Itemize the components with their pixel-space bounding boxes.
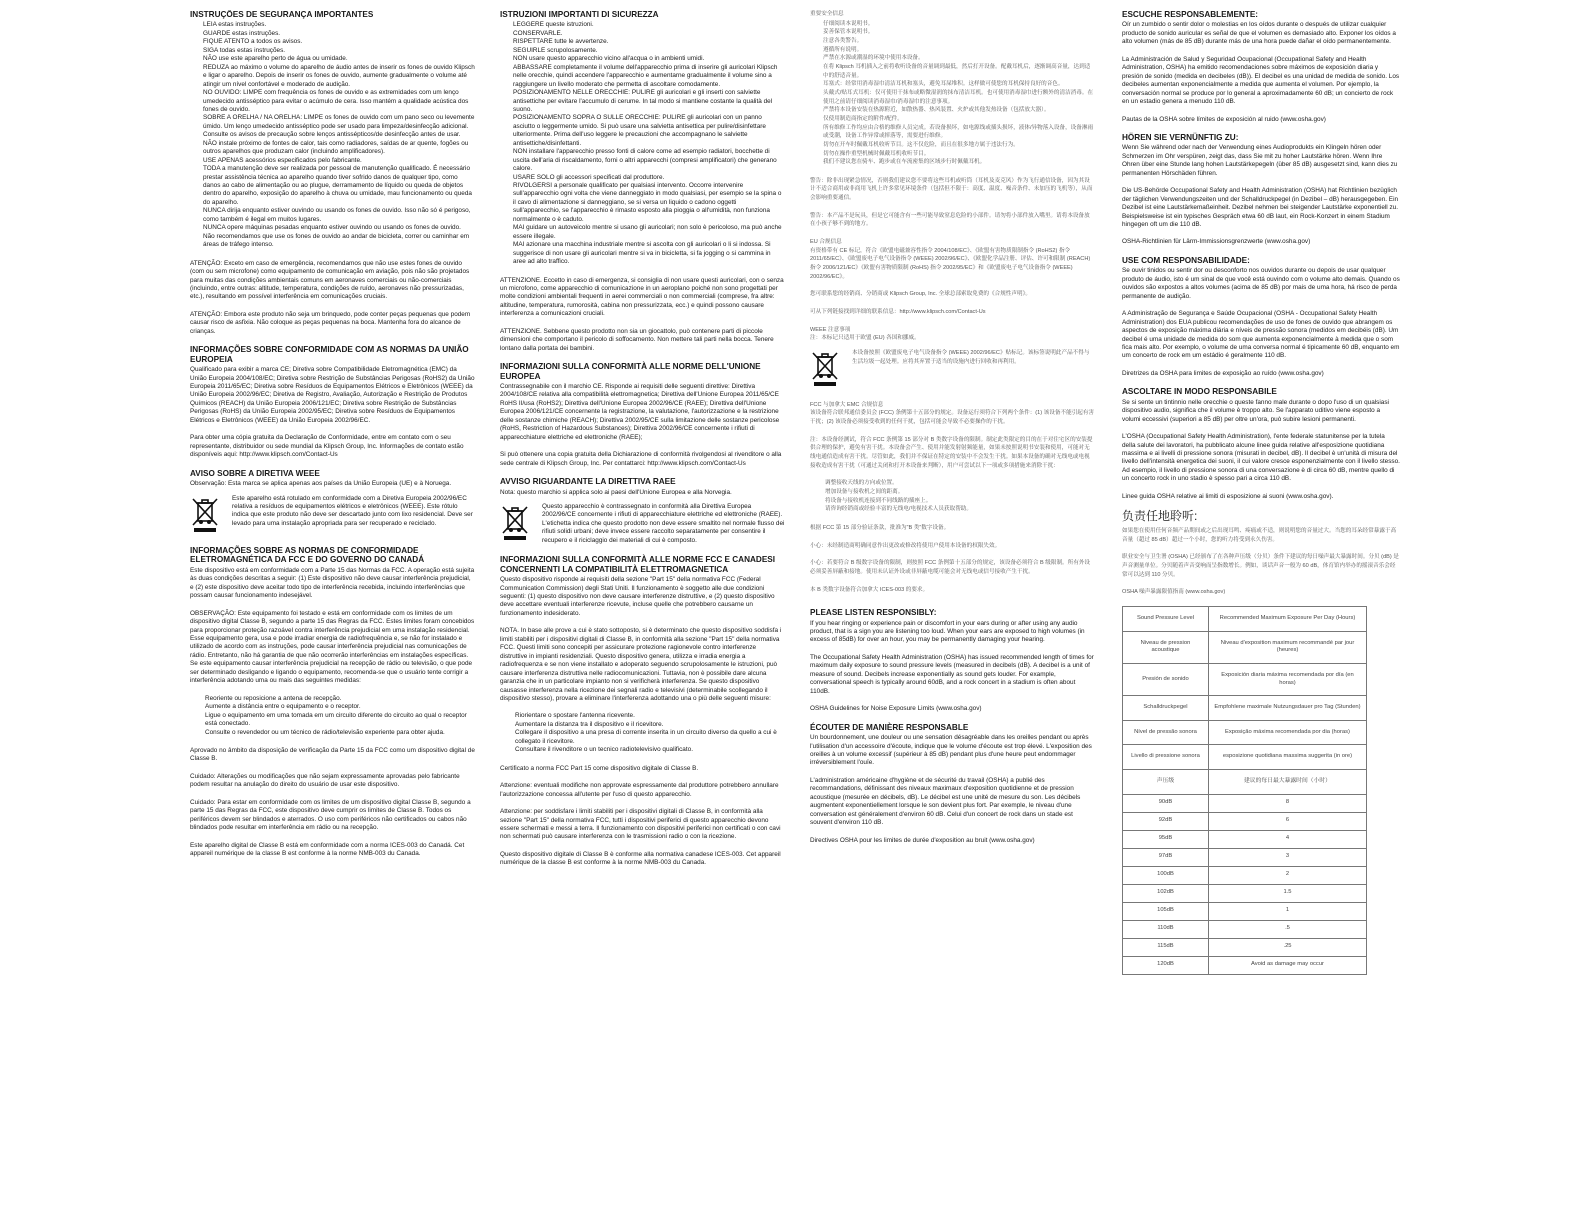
zh-safety-title: 重要安全信息: [810, 11, 844, 17]
list-item: POSIZIONAMENTO NELLE ORECCHIE: PULIRE gli auricolari e gli inserti con salviette antisettiche per evitare l'accumulo di cerume. In tal modo si mantiene costante la qualità del suono.: [513, 89, 773, 113]
fr-p1: Un bourdonnement, une douleur ou une sensation désagréable dans les oreilles pendant ou après l'utilisation d'un accessoire d'écoute, indique que le volume d'écoute est trop élevé. L'exposition des oreilles à un volume excessif (supérieur à 85 dB) pendant plus d'une heure peut endommager irréversiblement l'ouïe.: [810, 734, 1092, 767]
table-cell: 8: [1208, 794, 1366, 812]
table-row: [1123, 902, 1367, 920]
column-chinese-english-french: [810, 10, 1095, 1210]
zh-fcc-text: 该设备符合联邦通信委员会 (FCC) 条例第十五部分的规定。设备运行须符合下列两个条件：(1) 该设备不能引起有害干扰；(2) 该设备必须接受收到的任何干扰，包括可能会导致不必要操作的干扰。: [810, 410, 1095, 425]
list-item: USE APENAS acessórios especificados pelo fabricante.: [203, 156, 362, 164]
pt-eu-title: INFORMAÇÕES SOBRE CONFORMIDADE COM AS NORMAS DA UNIÃO EUROPEIA: [190, 345, 469, 364]
list-item: POSIZIONAMENTO SOPRA O SULLE ORECCHIE: PULIRE gli auricolari con un panno asciutto o leggermente umido. Si può usare una salvietta antisettica per pulire/disinfettare ulteriormente. Prima dell'uso leggere le precauzioni che accompagnano le salviette antisettiche/disinfettanti.: [513, 114, 766, 147]
zh-weee-note: 注：本标记只适用于欧盟 (EU) 各国和挪威。: [810, 335, 920, 342]
table-cell: Livello di pressione sonora: [1123, 745, 1209, 770]
list-item: 头戴式/贴耳式耳机：仅可使用干抹布或略微湿润的抹布清洁耳机。也可使用消毒湿巾进行额外的清洁消毒。在使用之前请仔细阅读消毒湿巾/消毒湿巾的注意事项。: [823, 89, 1094, 105]
it-weee-block: [500, 503, 785, 545]
pt-fcc-text: Este dispositivo está em conformidade com a Parte 15 das Normas da FCC. A operação está sujeita às duas condições descritas a seguir: (1) Este dispositivo não deve causar interferência prejudicial, e (2) este dispositivo deve aceitar todo tipo de interferência recebida, incluindo interferências que possam causar funcionamento indesejável.: [190, 566, 475, 600]
it-eu-text: Contrassegnabile con il marchio CE. Risponde ai requisiti delle seguenti direttive: Direttiva 2004/108/CE relativa alla compatibilità elettromagnetica; Direttiva dell'Unione Europea 2011/65/CE RoHS II/usa (RoHS2); Direttiva dell'Unione Europea 2002/96/CE (RAEE); Direttiva dell'Unione Europea 2006/121/CE concernente la registrazione, la valutazione, l'autorizzazione e la restrizione delle sostanze chimiche (REACH); Direttiva 2002/95/CE sulla limitazione delle sostanze pericolose (RoHS, Restriction of Hazardous Substances); Direttiva 2002/96/CE concernente i rifiuti di apparecchiature elettriche ed elettroniche (RAEE);: [500, 383, 780, 441]
weee-bin-icon: [500, 503, 534, 544]
it-attenzione-3: Attenzione: eventuali modifiche non approvate espressamente dal produttore potrebbero annullare l'autorizzazione concessa all'utente per l'uso di questo apparecchio.: [500, 782, 779, 798]
pt-atencao-2: ATENÇÃO: Embora este produto não seja um brinquedo, pode conter peças pequenas que podem causar risco de asfixia. Não coloque as peças pequenas na boca. Mantenha fora do alcance de crianças.: [190, 310, 471, 335]
zh-weee-text: 本设备按照《欧盟废电子电气设备指令 (WEEE) 2002/96/EC》贴标记。该标签说明此产品不得与生活垃圾一起处理。应将其弃置于适当的设施内进行回收和再利用。: [852, 350, 1090, 365]
table-cell: 95dB: [1123, 830, 1209, 848]
list-item: Aumente a distância entre o equipamento e o receptor.: [205, 703, 361, 711]
list-item: SIGA todas estas instruções.: [203, 46, 286, 54]
table-cell: 120dB: [1123, 956, 1209, 974]
zh-contact: 可从下列链接找到详细的联系信息：http://www.klipsch.com/Contact-Us: [810, 309, 986, 316]
list-item: 严禁将本设备安装在热源附近，如散热器、热风装置、火炉或其他发热设备（包括放大器）。: [823, 107, 1050, 114]
list-item: FIQUE ATENTO a todos os avisos.: [203, 38, 303, 46]
it-eu-copy: Si può ottenere una copia gratuita della Dichiarazione di conformità rivolgendosi al rivenditore o alla sede centrale di Klipsch Group, Inc. Per contattarci: http://www.klipsch.com/Contact-Us: [500, 451, 782, 467]
exposure-table-body: [1123, 607, 1367, 975]
pt-aprovado: Aprovado no âmbito da disposição de verificação da Parte 15 da FCC como um dispositivo digital de Classe B.: [190, 746, 475, 763]
table-cell: Schalldruckpegel: [1123, 696, 1209, 721]
es-p1: Oír un zumbido o sentir dolor o molestias en los oídos durante o después de utilizar cualquier producto de sonido auricular es señal de que el volumen es demasiado alto. Exponer los oídos a alto volumen (más de 85 dB) durante más de una hora puede dañar el oído permanentemente.: [1122, 21, 1396, 46]
it-weee-note: Nota: questo marchio si applica solo ai paesi dell'Unione Europea e alla Norvegia.: [500, 488, 732, 496]
it-nota-text: NOTA. In base alle prove a cui è stato sottoposto, si è determinato che questo dispositivo soddisfa i limiti stabiliti per i dispositivi digitali di Classe B, in conformità alla sezione "Part 15" della normativa FCC. Questi limiti sono concepiti per assicurare protezione ragionevole contro interferenze distruttive in impianti residenziali. Questo dispositivo genera, utilizza e irradia energia a radiofrequenza e se non viene installato e adoperato seguendo scrupolosamente le istruzioni, può causare interferenza distruttiva nelle radiocomunicazioni. Tuttavia, non è possibile dare alcuna garanzia che in un particolare impianto non si verificherà interferenza. Se questo dispositivo causasse interferenza nella ricezione dei segnali radio e televisivi (determinabile scollegando il dispositivo stesso), provare a eliminare l'interferenza adottando una o più delle seguenti misure:: [500, 627, 782, 702]
es-p2: La Administración de Salud y Seguridad Ocupacional (Occupational Safety and Health Administration, OSHA) ha emitido recomendaciones sobre máximos de exposición diaria y presión de sonido (medida en decibeles (dB)). El decibel es una unidad de medida de sonido. Los decibeles aumentan exponencialmente a medida que aumenta el volumen. Por ejemplo, la conversación normal se produce por lo general a aproximadamente 60 dB; un concierto de rock en un estadio genera a menudo 110 dB.: [1122, 55, 1400, 106]
pt-cuidado-1: Cuidado: Alterações ou modificações que não sejam expressamente aprovadas pelo fabricante podem resultar na anulação do direito do usuário de usar este dispositivo.: [190, 772, 460, 789]
it-attenzione-2: ATTENZIONE. Sebbene questo prodotto non sia un giocattolo, può contenere parti di piccole dimensioni che comportano il pericolo di soffocamento. Non mettere tali parti nella bocca. Tenere lontano dalla portata dei bambini.: [500, 327, 774, 352]
zh-warn-2: 警告：本产品不是玩具，但是它可能含有一些可能导致窒息危险的小部件。请勿将小部件放入嘴里。请将本设备放在小孩子够不到的地方。: [810, 212, 1090, 228]
it-fcc-text: Questo dispositivo risponde ai requisiti della sezione "Part 15" della normativa FCC (Federal Communication Commission) degli Stati Uniti. Il funzionamento è soggetto alle due condizioni seguenti: (1) questo dispositivo non deve causare interferenze distruttive, e (2) questo dispositivo deve accettare eventuali interferenze ricevute, incluse quelle che potrebbero causarne un funzionamento indesiderato.: [500, 576, 775, 617]
fr-title: ÉCOUTER DE MANIÈRE RESPONSABLE: [810, 722, 969, 732]
it-safety-list: [500, 21, 785, 266]
list-item: NÃO instale próximo de fontes de calor, tais como radiadores, saídas de ar quente, fogões ou outros aparelhos que produzam calor (incluindo amplificadores).: [203, 139, 469, 156]
table-cell: 105dB: [1123, 902, 1209, 920]
table-row: [1123, 770, 1367, 795]
list-item: Consultare il rivenditore o un tecnico radiotelevisivo qualificato.: [515, 746, 693, 754]
table-cell: Recommended Maximum Exposure Per Day (Hours): [1208, 607, 1366, 632]
itl-p3: Linee guida OSHA relative ai limiti di esposizione ai suoni (www.osha.gov).: [1122, 492, 1334, 500]
list-item: USARE SOLO gli accessori specificati dal produttore.: [513, 173, 665, 181]
list-item: RIVOLGERSI a personale qualificato per qualsiasi intervento. Occorre intervenire sull'apparecchio ogni volta che viene danneggiato in modo qualsiasi, per esempio se la spina o il cavo di alimentazione si danneggiano, se si versa un liquido o cadono oggetti sull'apparecchio, se l'apparecchio è rimasto esposto alla pioggia o all'umidità, non funziona normalmente o è caduto.: [513, 182, 782, 223]
pt-weee-block: [190, 495, 475, 536]
itl-p2: L'OSHA (Occupational Safety Health Administration), l'ente federale statunitense per la tutela della salute dei lavoratori, ha pubblicato alcune linee guida relative all'esposizione quotidiana massima e ai livelli di pressione sonora (misurati in decibel, dB). Il decibel è un'unità di misura del livello dell'intensità energetica dei suoni, il cui valore cresce esponenzialmente con il livello stesso. Ad esempio, il livello di pressione sonora di una conversazione è di circa 60 dB, mentre quello di un concerto rock in uno stadio è spesso pari a circa 110 dB.: [1122, 433, 1400, 483]
list-item: NÃO use este aparelho perto de água ou umidade.: [203, 55, 348, 63]
list-item: 增加设备与接收机之间的距离。: [825, 488, 904, 495]
pt-cuidado-2: Cuidado: Para estar em conformidade com os limites de um dispositivo digital Classe B, segundo a parte 15 das Regras da FCC, este dispositivo deve cumprir os limites de Classe B. Todos os periféricos devem ser blindados e aterrados. O uso com periféricos não certificados ou cabos não blindados pode resultar em interferência em rádio ou na recepção.: [190, 798, 471, 832]
column-listen-responsibly: [1122, 10, 1400, 1210]
table-cell: 6: [1208, 812, 1366, 830]
list-item: 将设备与接收机连接到不同线路的插座上。: [825, 497, 932, 504]
it-eu-title: INFORMAZIONI SULLA CONFORMITÀ ALLE NORME DELL'UNIONE EUROPEA: [500, 362, 761, 381]
zh-fcc-title: FCC 与加拿大 EMC 合规信息: [810, 401, 884, 408]
list-item: NUNCA opere máquinas pesadas enquanto estiver ouvindo ou usando os fones de ouvido.: [203, 224, 461, 232]
table-row: [1123, 696, 1367, 721]
it-safety-title: ISTRUZIONI IMPORTANTI DI SICUREZZA: [500, 10, 659, 19]
list-item: 所有维修工作均应由合格的维修人员完成。若设备损坏，如电源线或插头损坏，液体/异物落入设备，设备淋雨或受潮，设备工作异常或摔落等，需要进行维修。: [823, 124, 1094, 140]
table-row: [1123, 830, 1367, 848]
zhl-section: [1122, 527, 1400, 597]
table-cell: 97dB: [1123, 848, 1209, 866]
list-item: NO OUVIDO: LIMPE com frequência os fones de ouvido e as extremidades com um lenço umedecido antisséptico para evitar o acúmulo de cera. Isso mantém a qualidade acústica dos fones de ouvido.: [203, 89, 469, 113]
zh-note-text: 注：本设备经测试，符合 FCC 条例第 15 部分对 B 类数字设备的限制。制定此类限定的目的在于对住宅区的安装提供合理的保护，避免有害干扰。本设备会产生、使用并能发射射频能量，如果未按照说明书安装和使用，可能对无线电通信造成有害干扰。尽管如此，我们并不保证在特定的安装中不会发生干扰。如果本设备的确对无线电或电视接收造成有害干扰（可通过关闭和打开本设备来判断），用户可尝试以下一项或多项措施来消除干扰：: [810, 436, 1093, 469]
list-item: 仅使用制造商指定的附件/配件。: [823, 115, 903, 122]
de-p2: Die US-Behörde Occupational Safety and Health Administration (OSHA) hat Richtlinien bezüglich der täglichen Verwendungszeiten und der Schalldruckpegel (in Dezibel – dB) herausgegeben. Ein Dezibel ist eine Lautstärkemaßeinheit. Dezibel nehmen bei steigender Lautstärke exponentiell zu. Beispielsweise ist ein typisches Gespräch etwa 60 dB laut, ein Rock-Konzert in einem Stadium hingegen oft um die 110 dB.: [1122, 187, 1399, 228]
weee-bin-icon: [190, 495, 224, 536]
it-attenzione-1: ATTENZIONE. Eccetto in caso di emergenza, si consiglia di non usare questi auricolari, con o senza un microfono, come apparecchio di comunicazione in un aeroplano poiché non sono progettati per molte condizioni ambientali frequenti in aerei commerciali o non commerciali (comprese, fra altre: altitudine, temperatura, rumorosità, cabina non pressurizzata, ecc.) e quindi possono causare interferenza a comunicazioni cruciali.: [500, 276, 784, 318]
pt-safety-title: INSTRUÇÕES DE SEGURANÇA IMPORTANTES: [190, 10, 374, 19]
list-item: Reoriente ou reposicione a antena de recepção.: [205, 694, 342, 702]
table-cell: Nível de pressão sonora: [1123, 720, 1209, 745]
it-weee-text: Questo apparecchio è contrassegnato in conformità alla Direttiva Europea 2002/96/CE concernente i rifiuti di apparecchiature elettriche ed elettroniche (RAEE). L'etichetta indica che questo prodotto non deve essere smaltito nel normale flusso dei rifiuti solidi urbani; deve invece essere raccolto separatamente per consentire il recupero e il riciclaggio dei materiali di cui è composto.: [542, 502, 785, 544]
table-row: [1123, 920, 1367, 938]
list-item: 遵循所有说明。: [823, 46, 863, 53]
list-item: Riorientare o spostare l'antenna ricevente.: [515, 712, 635, 720]
table-cell: Empfohlene maximale Nutzungsdauer pro Tag (Stunden): [1208, 696, 1366, 721]
table-row: [1123, 794, 1367, 812]
table-row: [1123, 631, 1367, 663]
zhl-p1: 如果您在使用任何音频产品期间或之后出现耳鸣、疼痛或不适，则说明您的音量过大。当您的耳朵经常暴露于高音量（超过 85 dB）超过一个小时，您的听力将受到永久伤害。: [1122, 528, 1397, 543]
list-item: NON usare questo apparecchio vicino all'acqua o in ambienti umidi.: [513, 55, 705, 63]
table-row: [1123, 812, 1367, 830]
table-cell: 100dB: [1123, 866, 1209, 884]
list-item: 切勿在开车时佩戴耳机收听节目。这不仅危险，而且在很多地方属于违法行为。: [823, 141, 1019, 148]
it-certificato: Certificato a norma FCC Part 15 come dispositivo digitale di Classe B.: [500, 764, 699, 772]
ptl-p1: Se ouvir tinidos ou sentir dor ou desconforto nos ouvidos durante ou depois de usar qualquer produto de áudio, isto é um sinal de que você está ouvindo com o volume alto demais. Quando os ouvidos são expostos a altos volumes (acima de 85 dB) por mais de uma hora, há risco de perda permanente de audição.: [1122, 267, 1400, 300]
pt-eu-copy: Para obter uma cópia gratuita da Declaração de Conformidade, entre em contato com o seu representante, distribuidor ou sede mundial da Klipsch Group, Inc. Informações de contato estão disponíveis aqui: http://www.klipsch.com/Contact-Us: [190, 434, 464, 459]
ptl-p2: A Administração de Segurança e Saúde Ocupacional (OSHA - Occupational Safety Health Administration) dos EUA publicou recomendações de uso de fones de ouvido que abrangem os aspectos de exposição máxima diária e níveis de pressão sonora (medidos em decibéis (dB). Um decibel é uma unidade de medida do som que aumenta exponencialmente à medida que o som fica mais alto. Por exemplo, o volume de uma conversa normal é tipicamente 60 dB, enquanto em um concerto de rock em um estádio é geralmente 110 dB.: [1122, 310, 1400, 360]
column-italian: [500, 10, 785, 1210]
itl-title: ASCOLTARE IN MODO RESPONSABILE: [1122, 387, 1277, 397]
pt-safety-list: [190, 21, 475, 249]
list-item: Consulte o revendedor ou um técnico de rádio/televisão experiente para obter ajuda.: [205, 728, 445, 736]
zh-caution-2: 小心：若要符合 B 级数字设备的限制，则按照 FCC 条例第十五部分的规定，该设备必须符合 B 级限制。所有外设必须妥善屏蔽和接地。使用未认证外设或非屏蔽电缆可能会对无线电或信号接收产生干扰。: [810, 560, 1091, 575]
list-item: 注意各类警告。: [823, 37, 863, 44]
table-cell: 1.5: [1208, 884, 1366, 902]
pt-fcc-title: INFORMAÇÕES SOBRE AS NORMAS DE CONFORMIDADE ELETROMAGNÉTICA DA FCC E DO GOVERNO DO CANADÁ: [190, 545, 425, 565]
list-item: 我们不建议您在骑车、跑步或在车流密集的区域步行时佩戴耳机。: [823, 159, 986, 166]
list-item: LEIA estas instruções.: [203, 21, 267, 29]
list-item: MAI guidare un autoveicolo mentre si usano gli auricolari; non solo è pericoloso, ma può anche essere illegale.: [513, 224, 782, 240]
table-cell: Niveau d'exposition maximum recommandé par jour (heures): [1208, 631, 1366, 663]
list-item: Ligue o equipamento em uma tomada em um circuito diferente do circuito ao qual o receptor está conectado.: [205, 711, 467, 728]
list-item: REDUZA ao máximo o volume do aparelho de áudio antes de inserir os fones de ouvido Klipsch e ligar o aparelho. Depois de inserir os fones de ouvido, aumente gradualmente o volume até atingir um nível confortável e moderado de audição.: [203, 63, 475, 88]
pt-atencao-1: ATENÇÃO: Exceto em caso de emergência, recomendamos que não use estes fones de ouvido (com ou sem microfone) como equipamento de comunicação em aviação, pois não são projetados para muitas das condições ambientais comuns em aeronaves comerciais ou não-comerciais (incluindo, entre outras: altitude, temperatura, condições de ruído, aeronaves não pressurizadas, etc.), resultando em possível interferência em comunicações cruciais.: [190, 259, 470, 301]
table-row: [1123, 956, 1367, 974]
zh-caution-1: 小心：未经制造商明确同意作出更改或修改将使用户使用本设备的权限失效。: [810, 542, 1001, 549]
zh-weee-title: WEEE 注意事项: [810, 326, 851, 333]
zh-weee-block: [810, 349, 1095, 391]
table-row: [1123, 866, 1367, 884]
list-item: Aumentare la distanza tra il dispositivo e il ricevitore.: [515, 720, 664, 728]
en-p2: The Occupational Safety Health Administration (OSHA) has issued recommended length of times for maximum daily exposure to sound pressure levels (measured in decibels (dB). A decibel is a unit of measure of sound. Decibels increase exponentially as sound gets louder. For example, conversational speech is typically around 60dB, and a rock concert in a stadium is often about 110dB.: [810, 653, 1094, 695]
table-row: [1123, 720, 1367, 745]
pt-ices: Este aparelho digital de Classe B está em conformidade com a norma ICES-003 do Canadá. Cet appareil numérique de la classe B est conforme à la norme NMB-003 du Canada.: [190, 841, 465, 858]
weee-bin-icon: [810, 349, 844, 391]
zh-section: [810, 10, 1095, 594]
table-cell: Avoid as damage may occur: [1208, 956, 1366, 974]
zh-measures-list: [810, 479, 1095, 514]
zh-eu-copy: 您可联系您的经销商、分销商或 Klipsch Group, Inc. 全球总部索取免费的《合规性声明》。: [810, 291, 1031, 298]
es-title: ESCUCHE RESPONSABLEMENTE:: [1122, 10, 1259, 19]
table-row: [1123, 607, 1367, 632]
it-ices: Questo dispositivo digitale di Classe B è conforme alla normativa canadese ICES-003. Cet appareil numérique de la classe B est conforme à la norme NMB-003 du Canada.: [500, 850, 781, 867]
exposure-table: [1122, 606, 1367, 975]
list-item: 调整接收天线的方向或位置。: [825, 480, 898, 487]
pt-obs-text: OBSERVAÇÃO: Este equipamento foi testado e está em conformidade com os limites de um dispositivo digital Classe B, segundo a parte 15 das Regras da FCC. Estes limites foram concebidos para proporcionar proteção razoável contra interferência prejudicial em uma instalação residencial. Esse equipamento gera, usa e pode irradiar energia de radiofrequência e, se não for instalado e utilizado de acordo com as instruções, pode causar interferência prejudicial nas comunicações de rádio. Entretanto, não há garantia de que não ocorrerão interferências em instalações específicas. Se este equipamento causar interferência prejudicial na recepção de rádio ou televisão, o que pode ser determinado desligando e ligando o equipamento, recomenda-se que o usuário tente corrigir a interferência adotando uma ou mais das seguintes medidas:: [190, 609, 475, 685]
list-item: MAI azionare una macchina industriale mentre si ascolta con gli auricolari o li si indossa. Si suggerisce di non usare gli auricolari mentre si va in bicicletta, si fa jogging o si cammina in aree ad alto traffico.: [513, 241, 771, 266]
table-row: [1123, 745, 1367, 770]
itl-p1: Se si sente un tintinnio nelle orecchie o queste fanno male durante o dopo l'uso di un qualsiasi dispositivo audio, significa che il volume è troppo alto. Se l'apparato uditivo viene esposto a volumi eccessivi (superiori a 85 dB) per oltre un'ora, può subire lesioni permanenti.: [1122, 398, 1389, 423]
list-item: ABBASSARE completamente il volume dell'apparecchio prima di inserire gli auricolari Klipsch nelle orecchie, quindi accendere l'apparecchio e aumentarne gradualmente il volume sino a raggiungere un livello moderato che permetta di ascoltare comodamente.: [513, 63, 778, 88]
list-item: 请咨询经销商或经验丰富的无线电/电视技术人员获取帮助。: [825, 506, 972, 513]
table-cell: 建议的每日最大暴露时间（小时）: [1208, 770, 1366, 795]
pt-eu-text: Qualificado para exibir a marca CE; Diretiva sobre Compatibilidade Eletromagnética (EMC) da União Europeia 2004/108/EC; Diretiva sobre Restrição de Substâncias Perigosas (RoHS2) da União Europeia 2011/65/EC; Diretiva sobre Resíduos de Equipamentos Elétricos e Eletrônicos (WEEE) da União Europeia 2002/96/EC; Diretiva de Registro, Avaliação, Autorização e Restrição de Produtos Químicos (REACH) da União Europeia 2006/121/EC; Diretiva sobre Restrição de Substâncias Perigosas (RoHS) da União Europeia 2002/95/EC; Diretiva sobre Resíduos de Equipamentos Elétricos e Eletrônicos (WEEE) da União Europeia 2002/96/EC.: [190, 366, 475, 424]
zh-safety-list: [810, 20, 1095, 167]
table-cell: esposizione quotidiana massima suggerita (in ore): [1208, 745, 1366, 770]
zhl-p2: 职业安全与卫生署 (OSHA) 已经颁布了在各种声压级（分贝）条件下建议的每日噪声最大暴露时间。分贝 (dB) 是声音测量单位。分贝随着声音变响而呈指数增长。例如，谈话声音一般为 60 dB，体育馆内举办的摇滚音乐会经常可以达到 110 分贝。: [1122, 554, 1399, 578]
fr-p2: L'administration américaine d'hygiène et de sécurité du travail (OSHA) a publié des recommandations, définissant des niveaux maximaux d'exposition quotidienne et de pression acoustique (mesurée en décibels, dB). Le décibel est une unité de mesure du son. Les décibels augmentent exponentiellement lorsque le son devient plus fort. Par exemple, le niveau d'une conversation est généralement d'environ 60 dB. Celui d'un concert de rock dans un stade est souvent d'environ 110 dB.: [810, 776, 1081, 827]
ptl-title: USE COM RESPONSABILIDADE:: [1122, 255, 1250, 265]
table-row: [1123, 848, 1367, 866]
it-measures-list: [500, 712, 785, 754]
list-item: Não recomendamos que use os fones de ouvido ao andar de bicicleta, correr ou caminhar em áreas de tráfego intenso.: [203, 232, 470, 249]
table-cell: 2: [1208, 866, 1366, 884]
pt-weee-note: Observação: Esta marca se aplica apenas aos países da União Europeia (UE) e à Noruega.: [190, 480, 452, 488]
column-portuguese: [190, 10, 475, 1210]
en-p1: If you hear ringing or experience pain or discomfort in your ears during or after using any audio product, that is a sign you are listening too loud. When your ears are exposed to high volumes (in excess of 85dB) for over an hour, you may be permanently damaging your hearing.: [810, 619, 1085, 644]
table-cell: 4: [1208, 830, 1366, 848]
table-cell: .5: [1208, 920, 1366, 938]
table-cell: 3: [1208, 848, 1366, 866]
zh-eu-text: 有资格带有 CE 标记，符合《欧盟电磁兼容性指令 2004/108/EC》、《欧盟有害物质限制指令 (RoHS2) 指令 2011/65/EC》、《欧盟废电子电气设备指令 (WEEE) 2002/96/EC》、《欧盟化学品注册、评估、许可和限制 (REACH) 指令 2006/121/EC》《欧盟有害物质限制 (RoHS) 指令 2002/95/EC》和《欧盟废电子电气设备指令 (WEEE) 2002/96/EC》。: [810, 247, 1091, 280]
list-item: 切勿在操作重型机械时佩戴耳机收听节目。: [823, 150, 930, 157]
zh-ices: 本 B 类数字设备符合加拿大 ICES-003 的要求。: [810, 586, 929, 593]
list-item: SOBRE A ORELHA / NA ORELHA: LIMPE os fones de ouvido com um pano seco ou levemente úmido. Um lenço umedecido antisséptico pode ser usado para limpeza/desinfecção adicional. Consulte os avisos de precaução sobre lenços antissépticos/de desinfecção antes de usar.: [203, 114, 475, 139]
table-cell: 90dB: [1123, 794, 1209, 812]
table-cell: Exposición diaria máxima recomendada por día (en horas): [1208, 663, 1366, 695]
es-p3: Pautas de la OSHA sobre límites de exposición al ruido (www.osha.gov): [1122, 115, 1326, 123]
table-cell: 115dB: [1123, 938, 1209, 956]
zh-eu-title: EU 合规信息: [810, 239, 842, 246]
table-cell: 92dB: [1123, 812, 1209, 830]
table-cell: .25: [1208, 938, 1366, 956]
table-cell: 110dB: [1123, 920, 1209, 938]
zh-warn-1: 警告：除非出现紧急情况，否则我们建议您不要将这些耳机或听筒（耳机及麦克风）作为飞行通信设备，因为其设计不适合商用或非商用飞机上许多常见环境条件（包括但不限于：高度、温度、噪音条件、未加压的飞机等），从而会影响重要通信。: [810, 177, 1093, 202]
zhl-title: 负责任地聆听:: [1122, 509, 1198, 524]
it-weee-title: AVVISO RIGUARDANTE LA DIRETTIVA RAEE: [500, 477, 676, 487]
it-attenzione-4: Attenzione: per soddisfare i limiti stabiliti per i dispositivi digitali di Classe B, in conformità alla sezione "Part 15" della normativa FCC, tutti i dispositivi periferici di questo apparecchio devono essere schermati e messi a terra. Il funzionamento con dispositivi periferici non certificati o con cavi non schermati può causare interferenza con le trasmissioni radio o con la ricezione.: [500, 808, 781, 841]
de-p3: OSHA-Richtlinien für Lärm-Immissionsgrenzwerte (www.osha.gov): [1122, 238, 1311, 246]
list-item: 严禁在水源或潮湿的环境中使用本设备。: [823, 55, 924, 62]
table-row: [1123, 884, 1367, 902]
en-p3: OSHA Guidelines for Noise Exposure Limits (www.osha.gov): [810, 705, 982, 713]
table-cell: 声压级: [1123, 770, 1209, 795]
table-cell: Exposição máxima recomendada por dia (horas): [1208, 720, 1366, 745]
zhl-p3: OSHA 噪声暴露限值指南 (www.osha.gov): [1122, 589, 1226, 596]
table-cell: 1: [1208, 902, 1366, 920]
list-item: 仔细阅读本说明书。: [823, 20, 874, 27]
pt-weee-text: Este aparelho está rotulado em conformidade com a Diretiva Europeia 2002/96/EC relativa a resíduos de equipamentos elétricos e eletrônicos (WEEE). Este rótulo indica que este produto não deve ser descartado junto com lixo residencial. Deve ser levado para uma instalação apropriada para ser recuperado e reciclado.: [232, 494, 473, 527]
list-item: NON installare l'apparecchio presso fonti di calore come ad esempio radiatori, bocchette di uscita dell'aria di riscaldamento, forni o altri apparecchi (compresi amplificatori) che generano calore.: [513, 148, 777, 173]
list-item: SEGUIRLE scrupolosamente.: [513, 46, 598, 54]
list-item: LEGGERE queste istruzioni.: [513, 21, 594, 29]
zh-verify: 根据 FCC 第 15 部分验证条款，批准为“B 类”数字设备。: [810, 524, 950, 531]
table-row: [1123, 938, 1367, 956]
fr-p3: Directives OSHA pour les limites de durée d'exposition au bruit (www.osha.gov): [810, 836, 1035, 844]
table-cell: Sound Pressure Level: [1123, 607, 1209, 632]
pt-measures-list: [190, 695, 475, 737]
table-cell: 102dB: [1123, 884, 1209, 902]
list-item: RISPETTARE tutte le avvertenze.: [513, 38, 609, 46]
list-item: Collegare il dispositivo a una presa di corrente inserita in un circuito diverso da quello a cui è collegato il ricevitore.: [515, 729, 777, 745]
table-row: [1123, 663, 1367, 695]
list-item: 在将 Klipsch 耳机插入之前将收听设备的音量调到最低，然后打开设备。配戴耳机后，逐渐调高音量，达到适中的舒适音量。: [823, 63, 1091, 79]
list-item: CONSERVARLE.: [513, 29, 563, 37]
de-title: HÖREN SIE VERNÜNFTIG ZU:: [1122, 132, 1239, 142]
list-item: 耳塞式：经常用消毒湿巾清洁耳机和塞头，避免耳屎堆积。这样做可使您的耳机保持良好的音色。: [823, 81, 1064, 88]
list-item: NUNCA dirija enquanto estiver ouvindo ou usando os fones de ouvido. Isso não só é perigoso, como também é ilegal em muitos lugares.: [203, 207, 471, 223]
list-item: 妥善保管本说明书。: [823, 29, 874, 36]
table-cell: Niveau de pression acoustique: [1123, 631, 1209, 663]
list-item: GUARDE estas instruções.: [203, 29, 281, 37]
pt-weee-title: AVISO SOBRE A DIRETIVA WEEE: [190, 468, 320, 478]
table-cell: Presión de sonido: [1123, 663, 1209, 695]
de-p1: Wenn Sie während oder nach der Verwendung eines Audioprodukts ein Klingeln hören oder Schmerzen im Ohr verspüren, zeigt das, dass Sie mit zu hoher Lautstärke hören. Wenn Ihre Ohren über eine Stunde lang hohen Lautstärkepegeln (über 85 dB) ausgesetzt sind, kann dies zu permanenten Hörschäden führen.: [1122, 144, 1398, 177]
it-fcc-title: INFORMAZIONI SULLA CONFORMITÀ ALLE NORME FCC E CANADESI CONCERNENTI LA COMPATIBILITÀ ELETTROMAGNETICA: [500, 555, 776, 574]
en-title: PLEASE LISTEN RESPONSIBLY:: [810, 608, 937, 618]
ptl-p3: Diretrizes da OSHA para limites de exposição ao ruído (www.osha.gov): [1122, 369, 1324, 377]
list-item: TODA a manutenção deve ser realizada por pessoal de manutenção qualificado. É necessário prestar assistência técnica ao aparelho quando tiver sofrido danos de qualquer tipo, como danos ao cabo de alimentação ou ao plugue, derramamento de líquido ou queda de objetos dentro do aparelho, exposição do aparelho à chuva ou umidade, mau funcionamento ou queda do aparelho.: [203, 165, 472, 206]
